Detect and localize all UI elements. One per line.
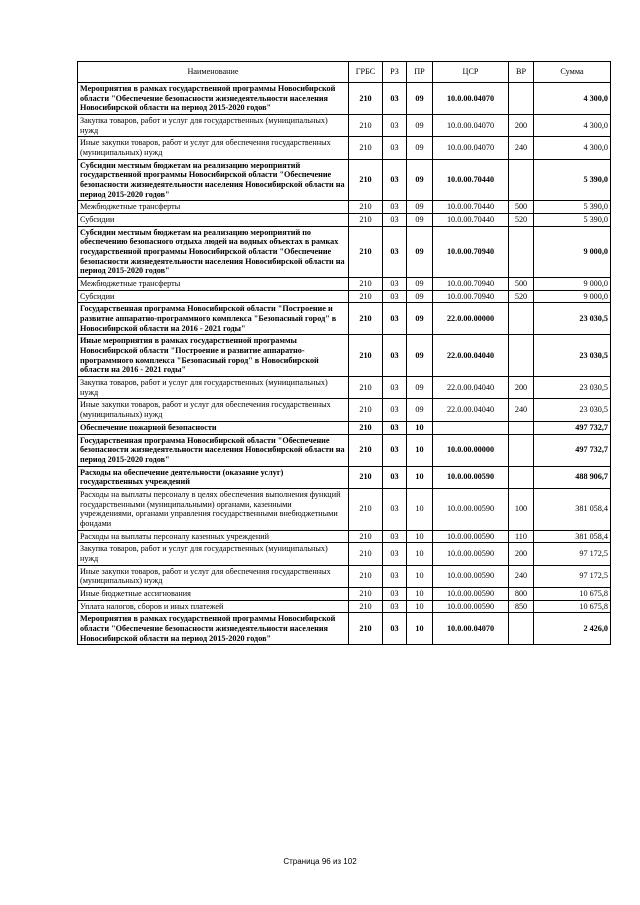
cell-rz: 03: [383, 530, 407, 543]
cell-name: Закупка товаров, работ и услуг для государственных (муниципальных) нужд: [78, 543, 349, 565]
cell-sum: 9 000,0: [534, 278, 611, 291]
table-row: [78, 278, 611, 291]
cell-sum: 10 675,8: [534, 587, 611, 600]
cell-csr: 10.0.00.70440: [433, 159, 509, 201]
cell-pr: 10: [407, 587, 433, 600]
cell-rz: 03: [383, 137, 407, 159]
table-row: [78, 226, 611, 277]
cell-grbs: 210: [349, 278, 383, 291]
cell-csr: 10.0.00.00590: [433, 530, 509, 543]
cell-name: Расходы на выплаты персоналу в целях обеспечения выполнения функций государственными (муниципальными) органами, казенными учреждениями, органами управления государственными внебюджетными фондами: [78, 488, 349, 530]
cell-rz: 03: [383, 226, 407, 277]
cell-vr: [509, 83, 534, 115]
cell-rz: 03: [383, 488, 407, 530]
cell-rz: 03: [383, 565, 407, 587]
cell-sum: 23 030,5: [534, 377, 611, 399]
cell-sum: 23 030,5: [534, 303, 611, 335]
cell-grbs: 210: [349, 226, 383, 277]
cell-rz: 03: [383, 543, 407, 565]
table-header-row: [78, 62, 611, 83]
header-csr: ЦСР: [433, 62, 509, 83]
cell-grbs: 210: [349, 565, 383, 587]
cell-rz: 03: [383, 600, 407, 613]
cell-pr: 10: [407, 613, 433, 645]
cell-csr: 10.0.00.70940: [433, 278, 509, 291]
cell-pr: 10: [407, 543, 433, 565]
cell-csr: 10.0.00.04070: [433, 83, 509, 115]
cell-csr: 10.0.00.70440: [433, 201, 509, 214]
cell-pr: 09: [407, 290, 433, 303]
cell-sum: 4 300,0: [534, 137, 611, 159]
cell-pr: 09: [407, 278, 433, 291]
cell-name: Межбюджетные трансферты: [78, 278, 349, 291]
cell-rz: 03: [383, 303, 407, 335]
cell-csr: 10.0.00.00590: [433, 488, 509, 530]
cell-pr: 09: [407, 201, 433, 214]
cell-vr: [509, 434, 534, 466]
cell-vr: [509, 466, 534, 488]
cell-csr: 22.0.00.04040: [433, 399, 509, 421]
cell-name: Субсидии местным бюджетам на реализацию мероприятий по обеспечению безопасного отдыха людей на водных объектах в рамках государственной программы Новосибирской области "Обеспечение безопасности жизнедеятельности населения Новосибирской области на период 2015-2020 годов": [78, 226, 349, 277]
cell-sum: 2 426,0: [534, 613, 611, 645]
cell-sum: 97 172,5: [534, 543, 611, 565]
table-row: [78, 587, 611, 600]
cell-name: Расходы на выплаты персоналу казенных учреждений: [78, 530, 349, 543]
cell-name: Государственная программа Новосибирской области "Построение и развитие аппаратно-программного комплекса "Безопасный город" в Новосибирской области на 2016 - 2021 годы": [78, 303, 349, 335]
cell-pr: 09: [407, 83, 433, 115]
cell-grbs: 210: [349, 137, 383, 159]
cell-sum: 5 390,0: [534, 201, 611, 214]
header-name: Наименование: [78, 62, 349, 83]
cell-pr: 09: [407, 159, 433, 201]
cell-name: Мероприятия в рамках государственной программы Новосибирской области "Обеспечение безопасности жизнедеятельности населения Новосибирской области на период 2015-2020 годов": [78, 83, 349, 115]
cell-vr: 200: [509, 115, 534, 137]
cell-grbs: 210: [349, 115, 383, 137]
cell-vr: [509, 159, 534, 201]
cell-name: Обеспечение пожарной безопасности: [78, 421, 349, 434]
cell-sum: 97 172,5: [534, 565, 611, 587]
cell-csr: 10.0.00.00590: [433, 543, 509, 565]
table-row: [78, 377, 611, 399]
cell-rz: 03: [383, 613, 407, 645]
cell-rz: 03: [383, 159, 407, 201]
cell-name: Иные закупки товаров, работ и услуг для обеспечения государственных (муниципальных) нужд: [78, 137, 349, 159]
cell-vr: [509, 226, 534, 277]
cell-vr: 100: [509, 488, 534, 530]
cell-csr: 10.0.00.70940: [433, 226, 509, 277]
cell-pr: 10: [407, 565, 433, 587]
budget-table: [77, 61, 611, 645]
cell-csr: 10.0.00.00590: [433, 600, 509, 613]
cell-name: Расходы на обеспечение деятельности (оказание услуг) государственных учреждений: [78, 466, 349, 488]
cell-sum: 5 390,0: [534, 159, 611, 201]
cell-name: Иные закупки товаров, работ и услуг для обеспечения государственных (муниципальных) нужд: [78, 399, 349, 421]
cell-name: Иные бюджетные ассигнования: [78, 587, 349, 600]
cell-rz: 03: [383, 335, 407, 377]
cell-csr: 10.0.00.70440: [433, 214, 509, 227]
cell-name: Иные закупки товаров, работ и услуг для обеспечения государственных (муниципальных) нужд: [78, 565, 349, 587]
page-footer: Страница 96 из 102: [283, 857, 357, 866]
cell-csr: 10.0.00.70940: [433, 290, 509, 303]
cell-csr: 10.0.00.04070: [433, 613, 509, 645]
cell-grbs: 210: [349, 290, 383, 303]
table-row: [78, 115, 611, 137]
table-row: [78, 488, 611, 530]
cell-rz: 03: [383, 83, 407, 115]
table-body: [78, 83, 611, 645]
table-row: [78, 421, 611, 434]
cell-csr: 10.0.00.00590: [433, 587, 509, 600]
cell-grbs: 210: [349, 421, 383, 434]
cell-vr: [509, 303, 534, 335]
cell-pr: 09: [407, 335, 433, 377]
table-row: [78, 600, 611, 613]
cell-pr: 10: [407, 421, 433, 434]
cell-csr: 10.0.00.04070: [433, 115, 509, 137]
cell-grbs: 210: [349, 600, 383, 613]
table-row: [78, 137, 611, 159]
cell-name: Закупка товаров, работ и услуг для государственных (муниципальных) нужд: [78, 377, 349, 399]
table-row: [78, 290, 611, 303]
header-sum: Сумма: [534, 62, 611, 83]
cell-vr: 500: [509, 201, 534, 214]
table-row: [78, 613, 611, 645]
cell-pr: 09: [407, 399, 433, 421]
cell-rz: 03: [383, 434, 407, 466]
cell-rz: 03: [383, 377, 407, 399]
cell-pr: 10: [407, 488, 433, 530]
cell-vr: 240: [509, 137, 534, 159]
cell-vr: 500: [509, 278, 534, 291]
cell-pr: 09: [407, 115, 433, 137]
cell-grbs: 210: [349, 543, 383, 565]
table-row: [78, 201, 611, 214]
table-row: [78, 565, 611, 587]
budget-page: [77, 61, 610, 645]
cell-csr: 10.0.00.04070: [433, 137, 509, 159]
cell-grbs: 210: [349, 587, 383, 600]
cell-pr: 09: [407, 226, 433, 277]
cell-sum: 381 058,4: [534, 488, 611, 530]
cell-sum: 381 058,4: [534, 530, 611, 543]
cell-name: Иные мероприятия в рамках государственной программы Новосибирской области "Построение и развитие аппаратно-программного комплекса "Безопасный город" в Новосибирской области на 2016 - 2021 годы": [78, 335, 349, 377]
cell-rz: 03: [383, 290, 407, 303]
cell-grbs: 210: [349, 377, 383, 399]
cell-rz: 03: [383, 466, 407, 488]
table-row: [78, 303, 611, 335]
cell-pr: 09: [407, 214, 433, 227]
cell-grbs: 210: [349, 466, 383, 488]
cell-csr: 22.0.00.04040: [433, 377, 509, 399]
table-row: [78, 543, 611, 565]
cell-csr: 10.0.00.00590: [433, 466, 509, 488]
cell-vr: 850: [509, 600, 534, 613]
cell-vr: 520: [509, 290, 534, 303]
cell-pr: 10: [407, 434, 433, 466]
table-row: [78, 530, 611, 543]
cell-grbs: 210: [349, 335, 383, 377]
header-grbs: ГРБС: [349, 62, 383, 83]
cell-sum: 4 300,0: [534, 83, 611, 115]
cell-rz: 03: [383, 399, 407, 421]
cell-pr: 10: [407, 466, 433, 488]
cell-rz: 03: [383, 201, 407, 214]
table-row: [78, 214, 611, 227]
cell-sum: 497 732,7: [534, 434, 611, 466]
header-pr: ПР: [407, 62, 433, 83]
table-row: [78, 83, 611, 115]
cell-csr: 22.0.00.04040: [433, 335, 509, 377]
cell-sum: 5 390,0: [534, 214, 611, 227]
cell-sum: 4 300,0: [534, 115, 611, 137]
cell-rz: 03: [383, 421, 407, 434]
cell-grbs: 210: [349, 434, 383, 466]
cell-sum: 9 000,0: [534, 226, 611, 277]
cell-name: Межбюджетные трансферты: [78, 201, 349, 214]
cell-sum: 23 030,5: [534, 399, 611, 421]
table-row: [78, 399, 611, 421]
cell-name: Субсидии: [78, 214, 349, 227]
cell-pr: 09: [407, 137, 433, 159]
cell-csr: [433, 421, 509, 434]
cell-vr: 800: [509, 587, 534, 600]
cell-rz: 03: [383, 214, 407, 227]
cell-pr: 09: [407, 377, 433, 399]
cell-vr: 200: [509, 377, 534, 399]
cell-grbs: 210: [349, 83, 383, 115]
cell-name: Мероприятия в рамках государственной программы Новосибирской области "Обеспечение безопасности жизнедеятельности населения Новосибирской области на период 2015-2020 годов": [78, 613, 349, 645]
cell-pr: 10: [407, 600, 433, 613]
cell-vr: 240: [509, 565, 534, 587]
cell-name: Субсидии: [78, 290, 349, 303]
cell-grbs: 210: [349, 214, 383, 227]
cell-grbs: 210: [349, 399, 383, 421]
cell-pr: 10: [407, 530, 433, 543]
cell-sum: 497 732,7: [534, 421, 611, 434]
cell-grbs: 210: [349, 488, 383, 530]
header-vr: ВР: [509, 62, 534, 83]
cell-name: Субсидии местным бюджетам на реализацию мероприятий государственной программы Новосибирской области "Обеспечение безопасности жизнедеятельности населения Новосибирской области на период 2015-2020 годов": [78, 159, 349, 201]
cell-vr: [509, 335, 534, 377]
cell-vr: 240: [509, 399, 534, 421]
cell-grbs: 210: [349, 201, 383, 214]
cell-grbs: 210: [349, 159, 383, 201]
cell-csr: 10.0.00.00000: [433, 434, 509, 466]
cell-rz: 03: [383, 587, 407, 600]
cell-vr: 200: [509, 543, 534, 565]
cell-csr: 10.0.00.00590: [433, 565, 509, 587]
cell-name: Государственная программа Новосибирской области "Обеспечение безопасности жизнедеятельности населения Новосибирской области на период 2015-2020 годов": [78, 434, 349, 466]
cell-grbs: 210: [349, 613, 383, 645]
cell-name: Закупка товаров, работ и услуг для государственных (муниципальных) нужд: [78, 115, 349, 137]
table-row: [78, 159, 611, 201]
table-row: [78, 466, 611, 488]
cell-name: Уплата налогов, сборов и иных платежей: [78, 600, 349, 613]
cell-vr: 520: [509, 214, 534, 227]
cell-vr: [509, 421, 534, 434]
cell-pr: 09: [407, 303, 433, 335]
cell-sum: 488 906,7: [534, 466, 611, 488]
cell-sum: 10 675,8: [534, 600, 611, 613]
header-rz: РЗ: [383, 62, 407, 83]
cell-rz: 03: [383, 115, 407, 137]
table-row: [78, 335, 611, 377]
cell-sum: 23 030,5: [534, 335, 611, 377]
cell-rz: 03: [383, 278, 407, 291]
cell-grbs: 210: [349, 530, 383, 543]
table-row: [78, 434, 611, 466]
cell-sum: 9 000,0: [534, 290, 611, 303]
cell-vr: 110: [509, 530, 534, 543]
cell-csr: 22.0.00.00000: [433, 303, 509, 335]
cell-vr: [509, 613, 534, 645]
cell-grbs: 210: [349, 303, 383, 335]
